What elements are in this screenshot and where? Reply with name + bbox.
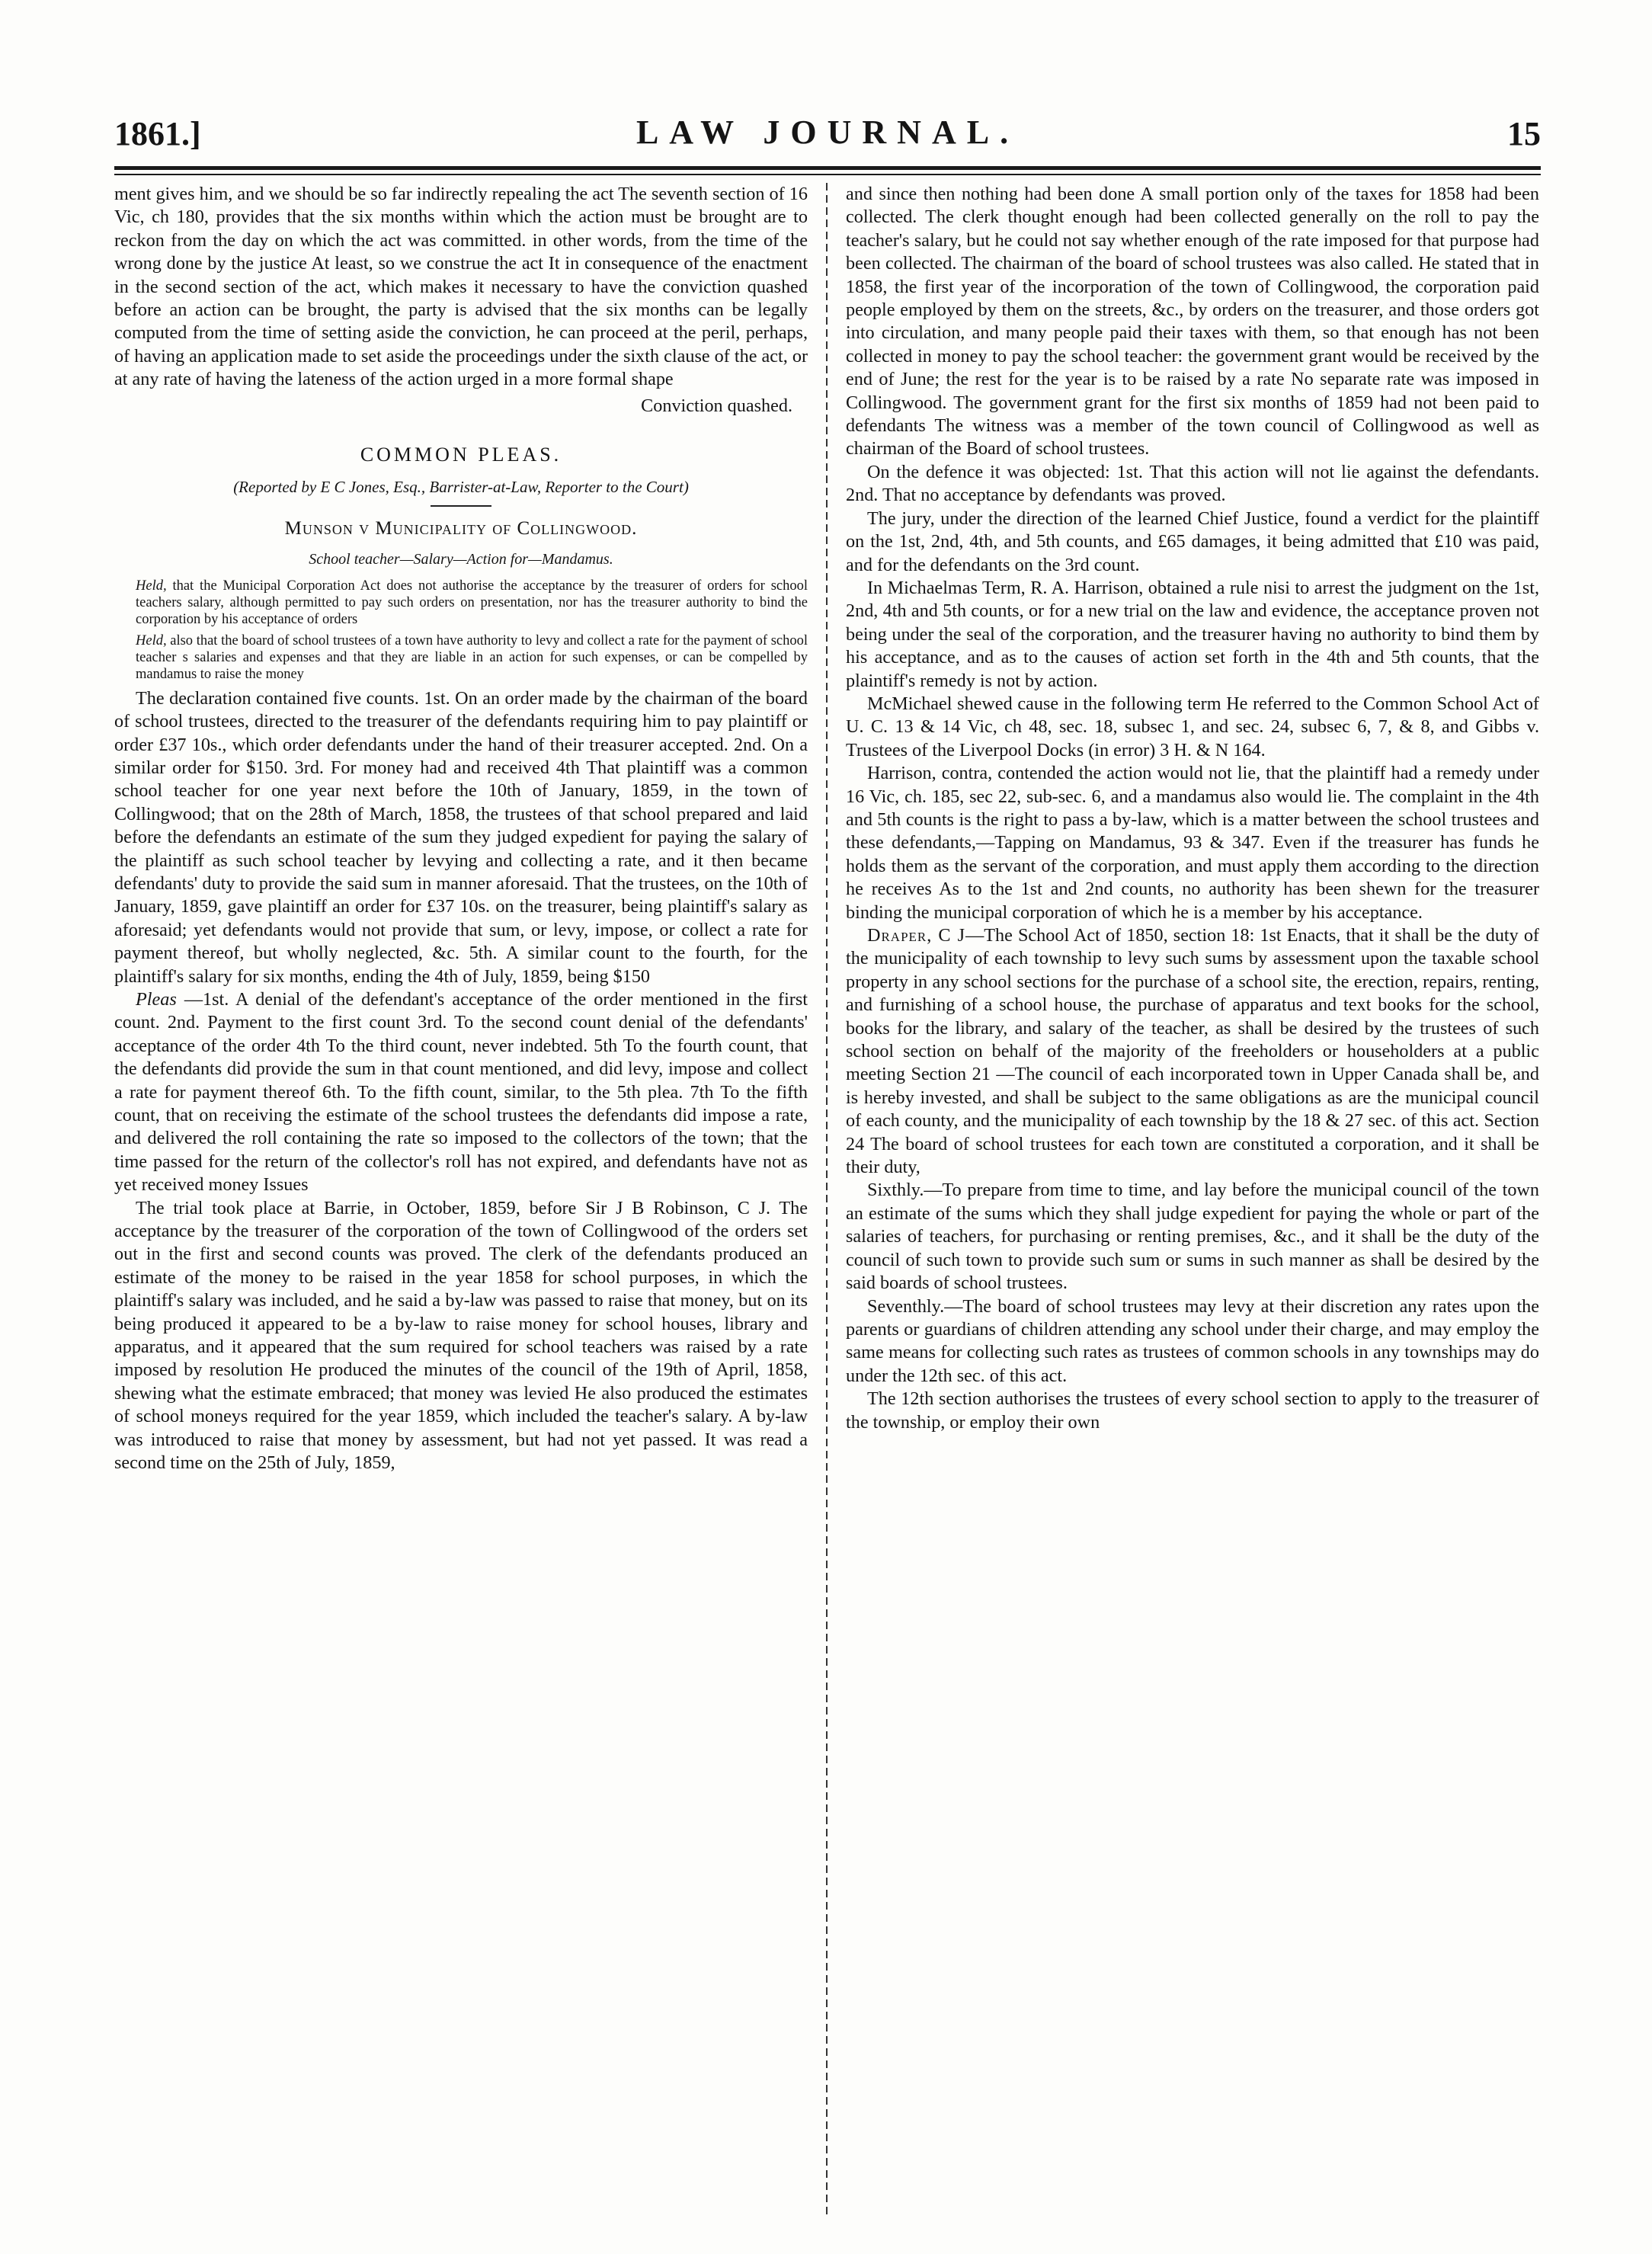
held-label: Held, — [136, 632, 167, 648]
paragraph: Sixthly.—To prepare from time to time, and lay before the municipal council of the town an estimate of the sums which they shall judge expedient for paying the whole or part of the salaries of teachers, for purchasing or renting premises, &c., and it shall be the duty of the council of such town to provide such sum or sums in such manner as shall be desired by the said boards of school trustees. — [846, 1180, 1539, 1294]
paragraph-text: —The School Act of 1850, section 18: 1st Enacts, that it shall be the duty of the municipality of each township to levy such sums by assessment upon the taxable school property in any school sections for the purchase of a school site, the erection, repairs, renting, and furnishing of a school house, the purchase of apparatus and text books for the school, books for the library, and salary of the teacher, as shall be desired by the trustees of such school section on behalf of the majority of the freeholders or householders at a public meeting Section 21 —The council of each incorporated town in Upper Canada shall be, and is hereby invested, and shall be subject to the same obligations as are the municipal council of each county, and the municipality of each township by the 18 & 27 sec. of this act. Section 24 The board of school trustees for each town are constituted a corporation, and it shall be their duty, — [846, 925, 1539, 1178]
paragraph: On the defence it was objected: 1st. That this action will not lie against the defendants. 2nd. That no acceptance by defendants was proved. — [846, 461, 1539, 506]
left-column — [114, 183, 808, 2225]
judge-name: Draper, C J — [867, 925, 966, 946]
paragraph: The 12th section authorises the trustees of every school section to apply to the treasurer of the township, or employ their own — [846, 1388, 1539, 1433]
paragraph: Seventhly.—The board of school trustees may levy at their discretion any rates upon the parents or guardians of children attending any school under their charge, and may employ the same means for collecting such rates as trustees of common schools in any townships may do under the 12th sec. of this act. — [846, 1295, 1539, 1386]
paragraph: and since then nothing had been done A small portion only of the taxes for 1858 had been collected. The clerk thought enough had been collected generally on the roll to pay the teacher's salary, but he could not say whether enough of the rate imposed for that purpose had been collected. The chairman of the board of school trustees was also called. He stated that in 1858, the first year of the incorporation of the town of Collingwood, the corporation paid people employed by them on the streets, &c., by orders on the treasurer, and those orders got into circulation, and many people paid their taxes with them, so that enough has not been collected in money to pay the school teacher: the government grant would be received by the end of June; the rest for the year is to be raised by a rate No separate rate was imposed in Collingwood. The government grant for the first six months of 1859 had not been paid to defendants The witness was a member of the town council of Collingwood as well as chairman of the Board of school trustees. — [846, 184, 1539, 459]
section-heading: COMMON PLEAS. — [360, 443, 562, 466]
year-label: 1861.] — [114, 115, 201, 152]
paragraph: Harrison, contra, contended the action would not lie, that the plaintiff had a remedy under 16 Vic, ch. 185, sec 22, sub-sec. 6, and a mandamus also would lie. The complaint in the 4th and 5th counts is the right to pass a by-law, which is a matter between the school trustees and these defendants,—Tapping on Mandamus, 93 & 347. Even if the treasurer has funds he holds them as the servant of the corporation, and must apply them according to the direction he receives As to the 1st and 2nd counts, no authority has been shewn for the treasurer binding the municipal corporation of which he is a member by his acceptance. — [846, 763, 1539, 923]
paragraph — [846, 924, 1539, 1179]
case-title: Munson v Municipality of Collingwood. — [284, 517, 638, 539]
paragraph: The jury, under the direction of the learned Chief Justice, found a verdict for the plaintiff on the 1st, 2nd, 4th, and 5th counts, and £65 damages, it being admitted that £10 was paid, and for the defendants on the 3rd count. — [846, 507, 1539, 575]
headnote — [114, 632, 808, 683]
disposition: Conviction quashed. — [641, 395, 792, 416]
right-column — [846, 183, 1539, 2225]
held-label: Held, — [136, 578, 167, 594]
headnote-text: that the Municipal Corporation Act does not authorise the acceptance by the treasurer of orders for school teachers salary, although permitted to pay such orders on presentation, nor has the treasurer authority to bind the corporation by his acceptance of orders — [136, 578, 808, 627]
page-number: 15 — [1507, 115, 1541, 152]
masthead-rule-thin — [114, 174, 1541, 175]
reporter-note: (Reported by E C Jones, Esq., Barrister-at-Law, Reporter to the Court) — [233, 478, 689, 497]
paragraph: The declaration contained five counts. 1st. On an order made by the chairman of the board of school trustees, directed to the treasurer of the defendants requiring him to pay plaintiff or order £37 10s., which order defendants under the hand of their treasurer accepted. 2nd. On a similar order for $150. 3rd. For money had and received 4th That plaintiff was a common school teacher for one year next before the 10th of January, 1859, in the town of Collingwood; that on the 28th of March, 1858, the trustees of that school prepared and laid before the defendants an estimate of the sum they judged expedient for paying the salary of the plaintiff as such school teacher by levying and collecting a rate, and it then became defendants' duty to provide the said sum in manner aforesaid. That the trustees, on the 10th of January, 1859, gave plaintiff an order for £37 10s. on the treasurer, being plaintiff's salary as aforesaid; yet defendants would not provide that sum, or levy, impose, or collect a rate for payment thereof, but wholly neglected, &c. 5th. A similar count to the fourth, for the plaintiff's salary for six months, ending the 4th of July, 1859, being $150 — [114, 687, 808, 987]
column-divider — [826, 183, 828, 2217]
headnote — [114, 578, 808, 628]
paragraph: ment gives him, and we should be so far indirectly repealing the act The seventh section of 16 Vic, ch 180, provides that the six months within which the action must be brought are to reckon from the day on which the act was committed. in other words, from the time of the wrong done by the justice At least, so we construe the act It in consequence of the enactment in the second section of the act, which makes it necessary to have the conviction quashed before an action can be brought, the party is advised that the six months can be legally computed from the time of setting aside the conviction, he can proceed at the peril, perhaps, of having an application made to set aside the proceedings under the sixth clause of the act, or at any rate of having the lateness of the action urged in a more formal shape — [114, 184, 808, 390]
paragraph-text: —1st. A denial of the defendant's acceptance of the order mentioned in the first count. 2nd. Payment to the first count 3rd. To the second count denial of the defendants' acceptance of the order 4th To the third count, never indebted. 5th To the fourth count, that the defendants did provide the sum in that count mentioned, and did levy, impose and collect a rate for payment thereof 6th. To the fifth count, similar, to the 5th plea. 7th To the fifth count, that on receiving the estimate of the school trustees the defendants did impose a rate, and delivered the roll containing the rate so imposed to the collectors of the town; that the time passed for the return of the collector's roll has not expired, and defendants have not as yet received money Issues — [114, 988, 808, 1196]
headnote-text: also that the board of school trustees of a town have authority to levy and collect a rate for the payment of school teacher s salaries and expenses and that they are liable in an action for such expenses, or can be compelled by mandamus to raise the money — [136, 632, 808, 682]
masthead-rule-thick — [114, 166, 1541, 170]
journal-title: LAW JOURNAL. — [636, 114, 1020, 151]
paragraph: The trial took place at Barrie, in October, 1859, before Sir J B Robinson, C J. The acceptance by the treasurer of the corporation of the town of Collingwood of the orders set out in the first and second counts was proved. The clerk of the defendants produced an estimate of the money to be raised in the year 1858 for school purposes, in which the plaintiff's salary was included, and he said a by-law was passed to raise that money, but on its being produced it appeared to be a by-law to raise money for school houses, library and apparatus, and it appeared that the sum required for school teachers was raised by a rate imposed by resolution He produced the minutes of the council of the 19th of April, 1858, shewing what the estimate embraced; that money was levied He also produced the estimates of school moneys required for the year 1859, which included the teacher's salary. A by-law was introduced to raise that money by assessment, but had not yet passed. It was read a second time on the 25th of July, 1859, — [114, 1197, 808, 1474]
paragraph: McMichael shewed cause in the following term He referred to the Common School Act of U. C. 13 & 14 Vic, ch 48, sec. 18, subsec 1, and sec. 24, subsec 6, 7, & 8, and Gibbs v. Trustees of the Liverpool Docks (in error) 3 H. & N 164. — [846, 693, 1539, 760]
short-rule — [431, 505, 491, 507]
paragraph — [114, 988, 808, 1197]
masthead — [114, 107, 1541, 160]
paragraph: In Michaelmas Term, R. A. Harrison, obtained a rule nisi to arrest the judgment on the 1st, 2nd, 4th and 5th counts, or for a new trial on the law and evidence, the acceptance proven not being under the seal of the corporation, and the treasurer having no authority to bind them by his acceptance, and as to the causes of action set forth in the 4th and 5th counts, that the plaintiff's remedy is not by action. — [846, 577, 1539, 691]
pleas-label: Pleas — [136, 988, 177, 1010]
headnote-subject: School teacher—Salary—Action for—Mandamus. — [309, 551, 613, 568]
